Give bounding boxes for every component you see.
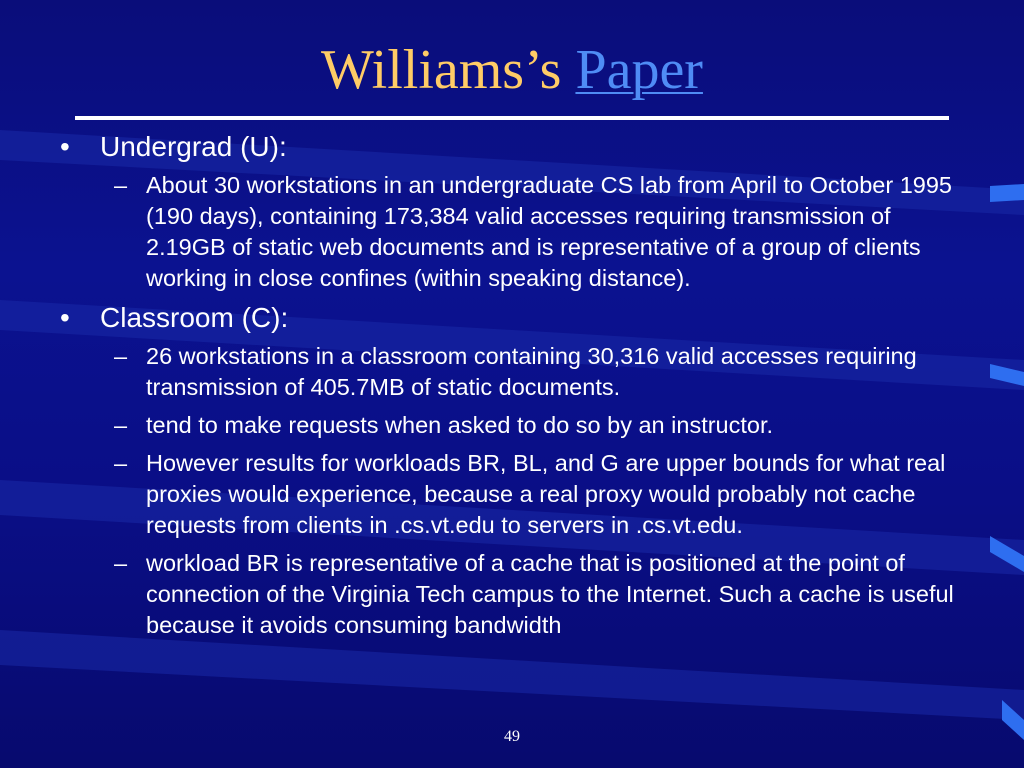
sub-bullet-marker: – [114,450,128,476]
sub-bullet-text: However results for workloads BR, BL, and G are upper bounds for what real proxies would experience, because a real proxy would probably not cache requests from clients in .cs.vt.edu to servers in .cs.vt.edu. [146,450,946,538]
sub-bullet [0,170,966,294]
sub-bullet-text: tend to make requests when asked to do so by an instructor. [146,412,774,438]
sub-bullet [0,341,966,403]
sub-bullet-marker: – [114,343,128,369]
bullet-marker: • [60,302,70,333]
sub-bullet-marker: – [114,172,128,198]
title-divider [75,116,949,120]
bullet-text: Classroom (C): [100,302,289,333]
slide-title [0,38,1024,102]
sub-bullet [0,410,966,441]
bullet-marker: • [60,131,70,162]
bullet-classroom [0,301,960,335]
sub-bullet-marker: – [114,412,128,438]
bullet-list [0,130,1024,648]
sub-bullet-text: About 30 workstations in an undergraduate CS lab from April to October 1995 (190 days), containing 173,384 valid accesses requiring transmission of 2.19GB of static web documents and is representative of a group of clients working in close confines (within speaking distance). [146,172,952,291]
title-link[interactable]: Paper [575,39,703,101]
sub-bullet [0,448,966,541]
title-text: Williams’s [321,39,562,101]
bullet-text: Undergrad (U): [100,131,287,162]
page-number: 49 [504,728,520,745]
sub-bullet-marker: – [114,550,128,576]
sub-bullet-text: 26 workstations in a classroom containing 30,316 valid accesses requiring transmission of 405.7MB of static documents. [146,343,917,400]
sub-bullet [0,548,966,641]
sub-bullet-text: workload BR is representative of a cache that is positioned at the point of connection of the Virginia Tech campus to the Internet. Such a cache is useful because it avoids consuming bandwidth [146,550,954,638]
bullet-undergrad [0,130,960,164]
